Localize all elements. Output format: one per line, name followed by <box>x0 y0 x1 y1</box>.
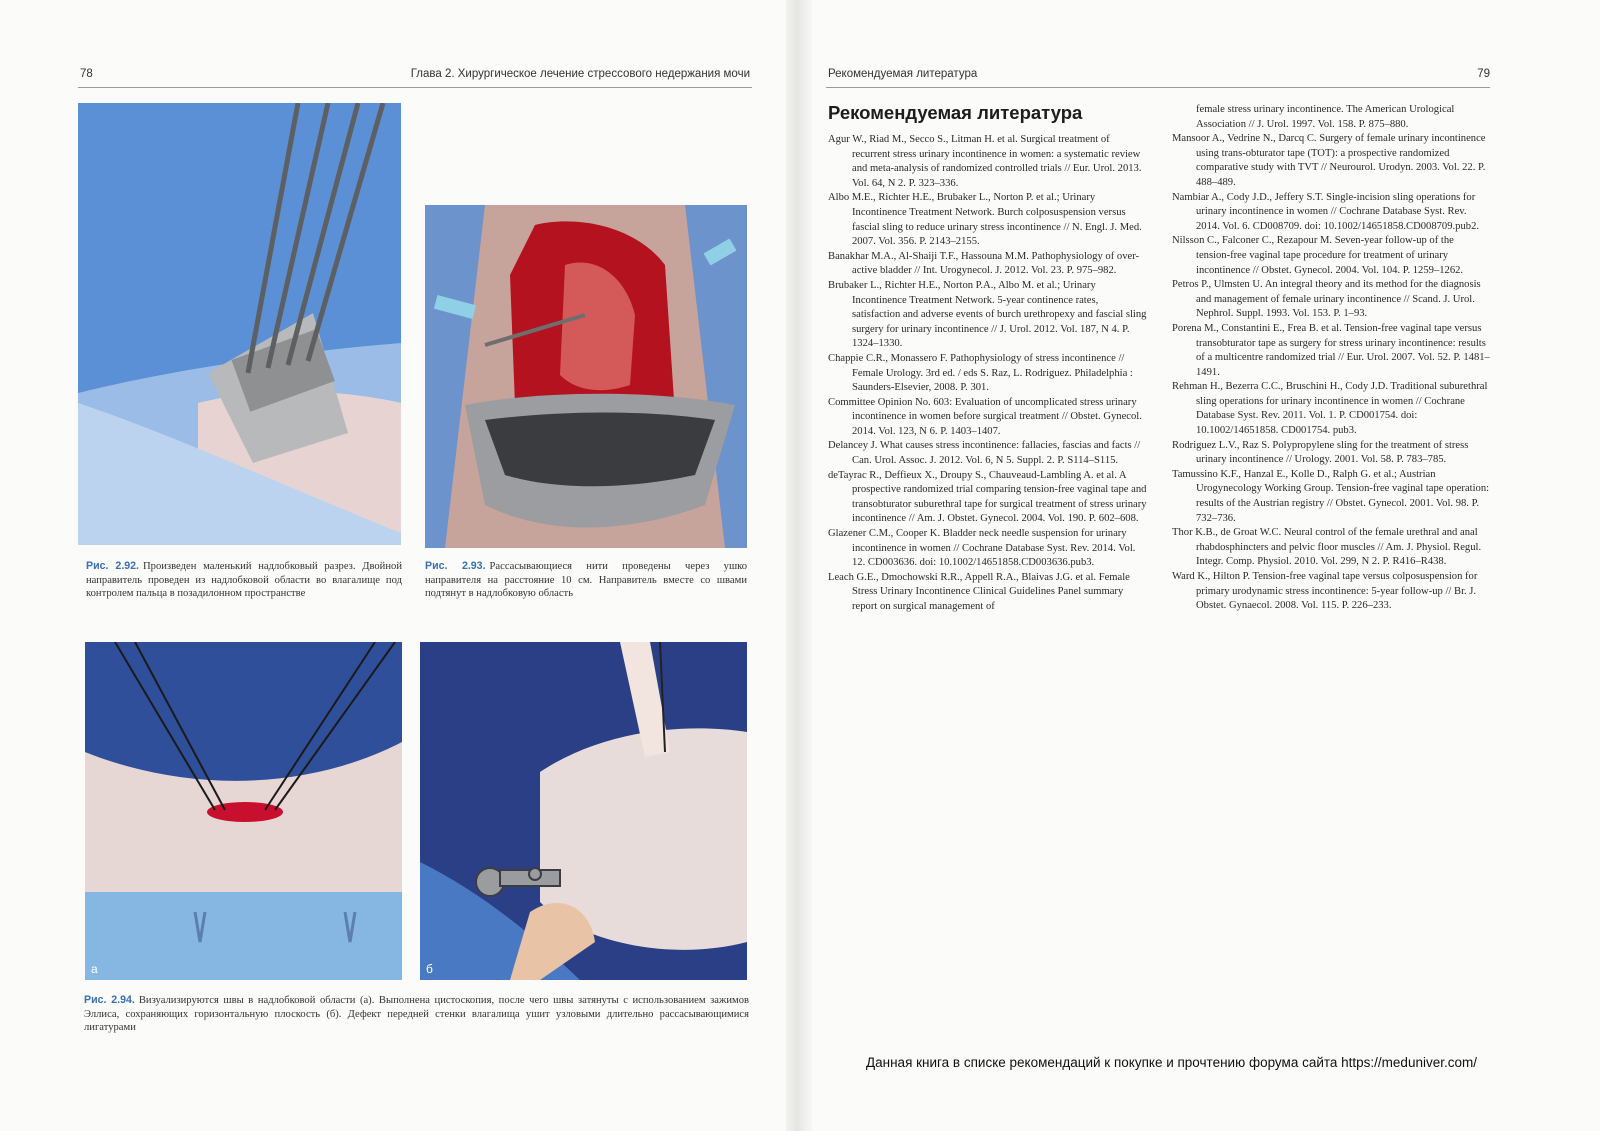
reference-item: Petros P., Ulmsten U. An integral theory and its method for the diagnosis and management of female urinary incontinence // Scand. J. Urol. Nephrol. Suppl. 1993. Vol. 153. P. 1–93. <box>1172 279 1481 320</box>
reference-item: Leach G.E., Dmochowski R.R., Appell R.A., Blaivas J.G. et al. Female Stress Urinary Incontinence Clinical Guidelines Panel summary report on surgical management of <box>828 571 1130 612</box>
caption-fig-2-92 <box>86 560 402 601</box>
reference-item: Banakhar M.A., Al-Shaiji T.F., Hassouna M.M. Pathophysiology of over-active bladder // Int. Urogynecol. J. 2012. Vol. 23. P. 975–982. <box>828 250 1140 277</box>
footer-recommendation-note: Данная книга в списке рекомендаций к покупке и прочтению форума сайта https://meduniver.com/ <box>866 1055 1477 1070</box>
reference-item: Mansoor A., Vedrine N., Darcq C. Surgery of female urinary incontinence using trans-obturator tape (TOT): a prospective randomized comparative study with TVT // Neurourol. Urodyn. 2003. Vol. 22. P. 488–489. <box>1172 133 1486 188</box>
right-header-rule <box>826 87 1490 88</box>
caption-label: Рис. 2.93. <box>425 560 486 572</box>
section-title: Рекомендуемая литература <box>828 102 1083 123</box>
left-running-head: Глава 2. Хирургическое лечение стрессового недержания мочи <box>410 68 750 80</box>
caption-text: Визуализируются швы в надлобковой области (а). Выполнена цистоскопия, после чего швы затянуты с использованием зажимов Эллиса, сохраняющих горизонтальную плоскость (б). Дефект передней стенки влагалища ушит узловыми длительно рассасывающимися лигатурами <box>84 995 749 1034</box>
reference-item: Albo M.E., Richter H.E., Brubaker L., Norton P. et al.; Urinary Incontinence Treatment Network. Burch colposuspension versus fascial sling to reduce urinary stress incontinence // N. Engl. J. Med. 2007. Vol. 356. P. 2143–2155. <box>828 192 1142 248</box>
reference-item: Brubaker L., Richter H.E., Norton P.A., Albo M. et al.; Urinary Incontinence Treatment Network. 5-year continence rates, satisfaction and adverse events of burch urethropexy and fascial sling surgery for urinary incontinence // J. Urol. 2012. Vol. 187, N 4. P. 1324–1330. <box>828 279 1147 350</box>
caption-fig-2-93 <box>425 560 747 601</box>
reference-item: Ward K., Hilton P. Tension-free vaginal tape versus colposuspension for primary urodynamic stress incontinence: 5-year follow-up // Br. J. Obstet. Gynaecol. 2008. Vol. 115. P. 226–233. <box>1172 571 1478 612</box>
reference-item: Rodriguez L.V., Raz S. Polypropylene sling for the treatment of stress urinary incontinence // Urology. 2001. Vol. 58. P. 783–785. <box>1172 439 1469 466</box>
panel-label-b: б <box>426 962 433 976</box>
caption-fig-2-94 <box>84 994 749 1035</box>
reference-item: Committee Opinion No. 603: Evaluation of uncomplicated stress urinary incontinence in women before surgical treatment // Obstet. Gynecol. 2014. Vol. 123, N 6. P. 1403–1407. <box>828 396 1142 437</box>
reference-item: Nilsson C., Falconer C., Rezapour M. Seven-year follow-up of the tension-free vaginal tape procedure for treatment of urinary incontinence // Obstet. Gynecol. 2004. Vol. 104. P. 1259–1262. <box>1172 235 1464 276</box>
photo-fig-2-94b <box>420 642 747 980</box>
reference-item: Tamussino K.F., Hanzal E., Kolle D., Ralph G. et al.; Austrian Urogynecology Working Group. Tension-free vaginal tape operation: results of the Austrian registry // Obstet. Gynecol. 2001. Vol. 98. P. 732–736. <box>1172 468 1490 524</box>
book-gutter <box>786 0 812 1131</box>
reference-item: Porena M., Constantini E., Frea B. et al. Tension-free vaginal tape versus transobturator tape as surgery for stress urinary incontinence: results of a multicentre randomized trial // Eur. Urol. 2007. Vol. 52. P. 1481–1491. <box>1172 322 1490 378</box>
caption-text: Произведен маленький надлобковый разрез. Двойной направитель проведен из надлобковой области во влагалище под контролем пальца в позадилонном пространстве <box>86 561 402 600</box>
reference-continuation: female stress urinary incontinence. The American Urological Association // J. Urol. 1997. Vol. 158. P. 875–880. <box>1196 104 1455 130</box>
photo-fig-2-94a <box>85 642 402 980</box>
references-column-2 <box>1172 103 1490 614</box>
right-page-number: 79 <box>1477 68 1490 80</box>
reference-item: deTayrac R., Deffieux X., Droupy S., Chauveaud-Lambling A. et al. A prospective randomized trial comparing tension-free vaginal tape and transobturator suburethral tape for surgical treatment of stress urinary incontinence // Am. J. Obstet. Gynecol. 2004. Vol. 190. P. 602–608. <box>828 469 1147 525</box>
left-page-number: 78 <box>80 68 93 80</box>
reference-item: Chappie C.R., Monassero F. Pathophysiology of stress incontinence // Female Urology. 3rd ed. / eds S. Raz, L. Rodriguez. Philadelphia : Saunders-Elsevier, 2008. P. 301. <box>828 352 1133 394</box>
reference-item: Glazener C.M., Cooper K. Bladder neck needle suspension for urinary incontinence in women // Cochrane Database Syst. Rev. 2014. Vol. 12. CD003636. doi: 10.1002/14651858.CD003636.pub3. <box>828 528 1136 569</box>
reference-item: Agur W., Riad M., Secco S., Litman H. et al. Surgical treatment of recurrent stress urinary incontinence in women: a systematic review and meta-analysis of randomized controlled trials // Eur. Urol. 2013. Vol. 64, N 2. P. 323–336. <box>828 134 1142 189</box>
reference-item: Delancey J. What causes stress incontinence: fallacies, fascias and facts // Can. Urol. Assoc. J. 2012. Vol. 6, N 5. Suppl. 2. P. S114–S115. <box>828 440 1141 467</box>
reference-item: Nambiar A., Cody J.D., Jeffery S.T. Single-incision sling operations for urinary incontinence in women // Cochrane Database Syst. Rev. 2014. Vol. 6. CD008709. doi: 10.1002/14651858.CD008709.pub2. <box>1172 191 1480 232</box>
right-running-head: Рекомендуемая литература <box>828 68 978 80</box>
panel-label-a: а <box>91 962 98 976</box>
reference-item: Thor K.B., de Groat W.C. Neural control of the female urethral and anal rhabdosphincters and pelvic floor muscles // Am. J. Physiol. Regul. Integr. Comp. Physiol. 2010. Vol. 299, N 2. P. R416–R438. <box>1172 527 1482 568</box>
photo-fig-2-92 <box>78 103 401 545</box>
photo-fig-2-93 <box>425 205 747 548</box>
references-column-1 <box>828 133 1148 615</box>
caption-label: Рис. 2.94. <box>84 994 135 1006</box>
caption-label: Рис. 2.92. <box>86 560 139 572</box>
left-header-rule <box>78 87 752 88</box>
caption-text: Рассасывающиеся нити проведены через ушко направителя на расстояние 10 см. Направитель вместе со швами подтянут в надлобковую область <box>425 561 748 600</box>
reference-item: Rehman H., Bezerra C.C., Bruschini H., Cody J.D. Traditional suburethral sling operations for urinary incontinence in women // Cochrane Database Syst. Rev. 2011. Vol. 1. P. CD001754. doi: 10.1002/14651858. CD001754. pub3. <box>1172 381 1488 437</box>
